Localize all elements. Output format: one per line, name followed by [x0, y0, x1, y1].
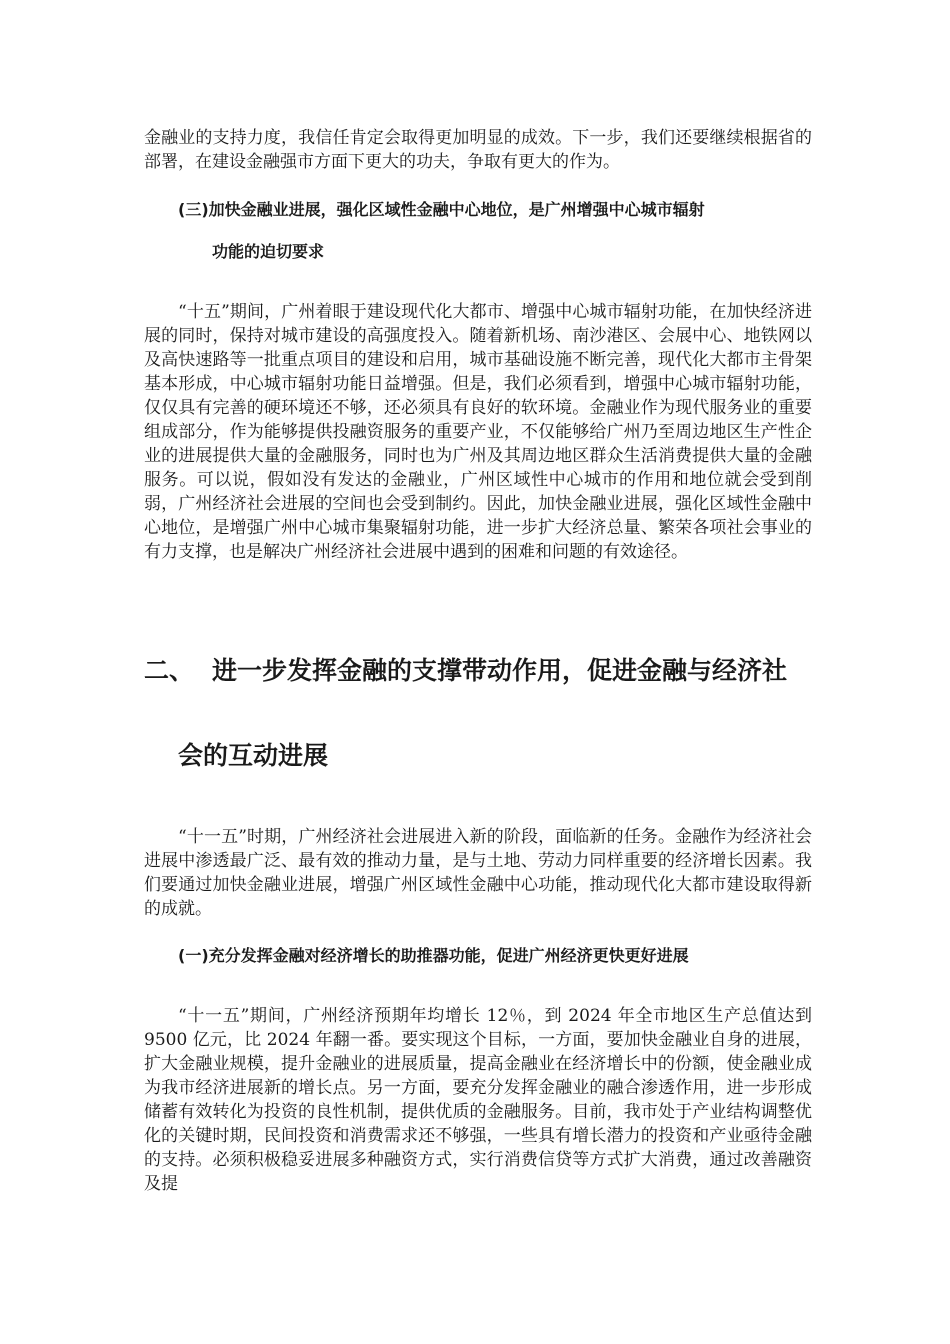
section-heading-line2: 会的互动进展	[178, 741, 329, 770]
paragraph-growth-target: “十一五”期间，广州经济预期年均增长 12％，到 2024 年全市地区生产总值达到 9500 亿元，比 2024 年翻一番。要实现这个目标，一方面，要加快金融业自身的进展，扩大金融业规模，提升金融业的进展质量，提高金融业在经济增长中的份额，使金融业成为我市经济进展新的增长点。另一方面，要充分发挥金融业的融合渗透作用，进一步形成储蓄有效转化为投资的良性机制，提供优质的金融服务。目前，我市处于产业结构调整优化的关键时期，民间投资和消费需求还不够强，一些具有增长潜力的投资和产业亟待金融的支持。必须积极稳妥进展多种融资方式，实行消费信贷等方式扩大消费，通过改善融资及提	[144, 1006, 812, 1194]
section-heading-line1: 进一步发挥金融的支撑带动作用，促进金融与经济社	[212, 656, 788, 685]
subheading-one: (一)充分发挥金融对经济增长的助推器功能，促进广州经济更快更好进展	[178, 946, 689, 965]
paragraph-tenth-five-year: “十五”期间，广州着眼于建设现代化大都市、增强中心城市辐射功能，在加快经济进展的同时，保持对城市建设的高强度投入。随着新机场、南沙港区、会展中心、地铁网以及高快速路等一批重点项目的建设和启用，城市基础设施不断完善，现代化大都市主骨架基本形成，中心城市辐射功能日益增强。但是，我们必须看到，增强中心城市辐射功能，仅仅具有完善的硬环境还不够，还必须具有良好的软环境。金融业作为现代服务业的重要组成部分，作为能够提供投融资服务的重要产业，不仅能够给广州乃至周边地区生产性企业的进展提供大量的金融服务，同时也为广州及其周边地区群众生活消费提供大量的金融服务。可以说，假如没有发达的金融业，广州区域性中心城市的作用和地位就会受到削弱，广州经济社会进展的空间也会受到制约。因此，加快金融业进展，强化区域性金融中心地位，是增强广州中心城市集聚辐射功能，进一步扩大经济总量、繁荣各项社会事业的有力支撑，也是解决广州经济社会进展中遇到的困难和问题的有效途径。	[144, 302, 812, 562]
section-number: 二、	[144, 656, 195, 685]
paragraph-continuation: 金融业的支持力度，我信任肯定会取得更加明显的成效。下一步，我们还要继续根据省的部署，在建设金融强市方面下更大的功夫，争取有更大的作为。	[144, 128, 812, 172]
paragraph-eleventh-five-year-intro: “十一五”时期，广州经济社会进展进入新的阶段，面临新的任务。金融作为经济社会进展中渗透最广泛、最有效的推动力量，是与土地、劳动力同样重要的经济增长因素。我们要通过加快金融业进展，增强广州区域性金融中心功能，推动现代化大都市建设取得新的成就。	[144, 827, 812, 919]
subheading-three-line2: 功能的迫切要求	[212, 242, 325, 261]
subheading-three-line1: (三)加快金融业进展，强化区域性金融中心地位，是广州增强中心城市辐射	[178, 200, 705, 219]
